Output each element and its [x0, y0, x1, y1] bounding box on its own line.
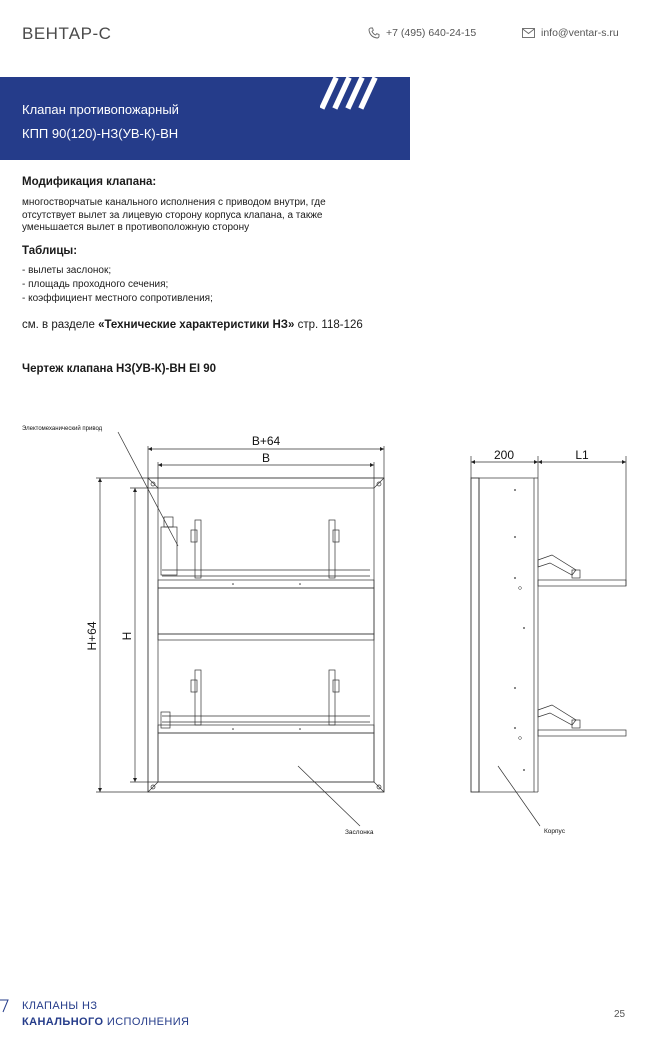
phone-icon	[368, 27, 380, 39]
footer-mark-icon	[0, 999, 10, 1013]
modification-heading: Модификация клапана:	[22, 176, 157, 188]
list-item: - площадь проходного сечения;	[22, 279, 169, 290]
damper-label: Заслонка	[345, 829, 374, 836]
footer-rest: ИСПОЛНЕНИЯ	[103, 1016, 190, 1028]
reference-link[interactable]: «Технические характеристики НЗ»	[98, 319, 295, 331]
phone-number: +7 (495) 640-24-15	[386, 27, 477, 39]
reference-prefix: см. в разделе	[22, 319, 99, 331]
drawing-title: Чертеж клапана НЗ(УВ-К)-ВН EI 90	[22, 363, 217, 375]
phone-contact[interactable]	[368, 27, 476, 39]
drive-label: Электомеханический привод	[22, 426, 103, 432]
title-banner	[0, 77, 410, 160]
modification-description	[22, 197, 422, 235]
reference-text	[22, 319, 363, 331]
banner-title	[22, 98, 179, 146]
page-number: 25	[614, 1009, 626, 1020]
footer-line1: КЛАПАНЫ НЗ	[22, 1000, 98, 1012]
dim-b-label: B	[261, 451, 271, 465]
dim-l1-label: L1	[575, 448, 589, 462]
footer-bold: КАНАЛЬНОГО	[22, 1016, 104, 1028]
email-address: info@ventar-s.ru	[541, 27, 619, 39]
banner-title-line2: КПП 90(120)-НЗ(УВ-К)-ВН	[22, 126, 179, 141]
modification-line: отсутствует вылет за лицевую сторону корпуса клапана, а также	[22, 209, 323, 221]
dim-h64-label: H+64	[85, 621, 99, 651]
list-item: - коэффициент местного сопротивления;	[22, 293, 213, 304]
banner-title-line1: Клапан противопожарный	[22, 102, 179, 117]
reference-suffix: стр. 118-126	[294, 319, 363, 331]
dim-b64-label: B+64	[251, 434, 281, 448]
body-label: Корпус	[544, 828, 565, 835]
valve-drawing	[0, 415, 649, 845]
mail-icon	[522, 28, 535, 38]
modification-line: многостворчатые канального исполнения с приводом внутри, где	[22, 197, 326, 208]
tables-heading: Таблицы:	[22, 245, 78, 257]
modification-line: уменьшается вылет в противоположную сторону	[22, 222, 250, 233]
stripes-decoration	[320, 77, 390, 160]
footer-line2	[22, 1016, 189, 1028]
email-contact[interactable]	[522, 27, 619, 39]
tables-list	[22, 264, 213, 306]
list-item: - вылеты заслонок;	[22, 265, 112, 276]
dim-h-label: H	[120, 631, 134, 641]
dim-200-label: 200	[493, 448, 515, 462]
brand-name: ВЕНТАР-С	[22, 24, 112, 43]
